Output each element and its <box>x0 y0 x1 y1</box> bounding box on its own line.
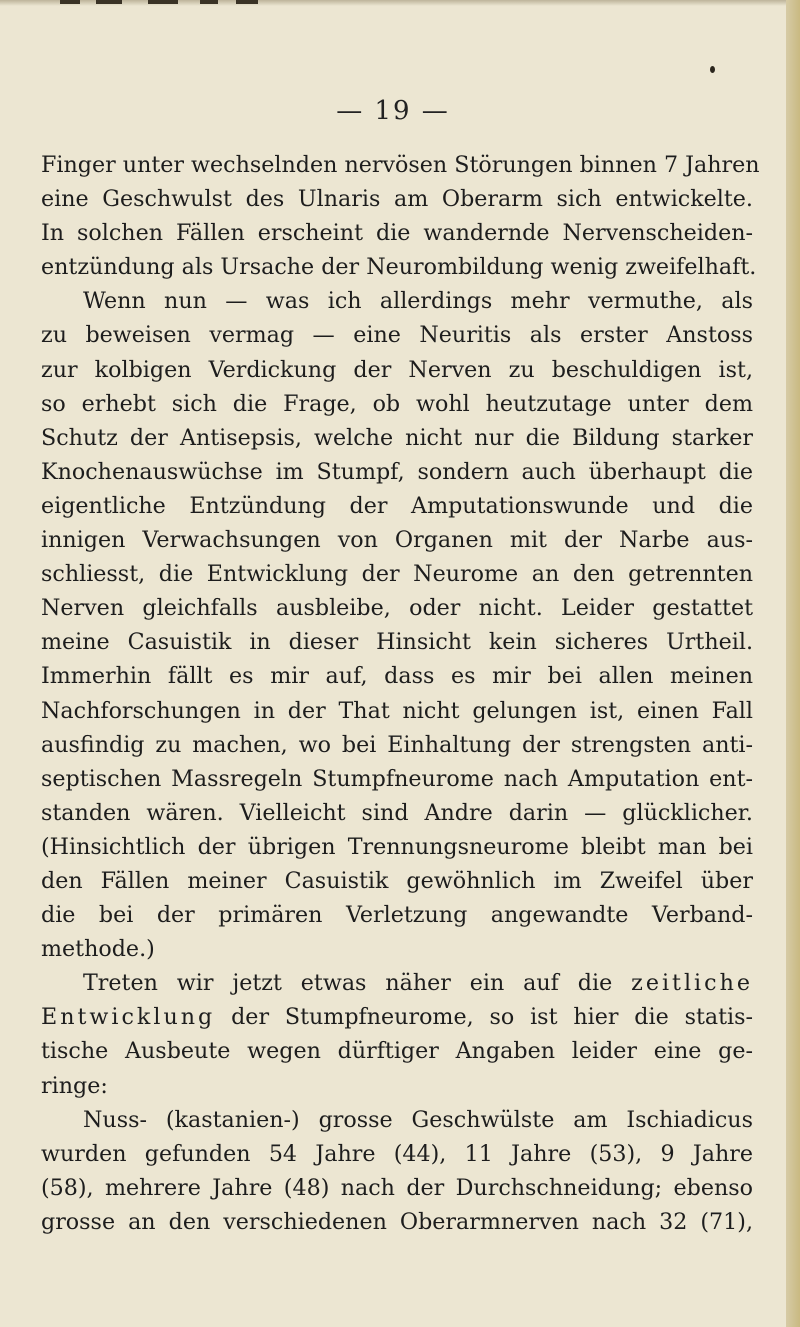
text-line: meine Casuistik in dieser Hinsicht kein sicheres Urtheil. <box>41 629 753 656</box>
text-line: ausfindig zu machen, wo bei Einhaltung der strengsten anti- <box>41 731 753 758</box>
text-line: Nuss- (kastanien-) grosse Geschwülste am Ischiadicus <box>83 1106 753 1133</box>
text-line: septischen Massregeln Stumpfneurome nach Amputation ent- <box>41 765 753 792</box>
text-line: ringe: <box>41 1072 108 1099</box>
text-line: zur kolbigen Verdickung der Nerven zu beschuldigen ist, <box>41 356 753 383</box>
text-line: zu beweisen vermag — eine Neuritis als erster Anstoss <box>41 322 753 349</box>
text-fragment: der Stumpfneurome, so ist hier die statis- <box>231 1004 753 1031</box>
text-line: schliesst, die Entwicklung der Neurome an den getrennten <box>41 561 753 588</box>
text-line: die bei der primären Verletzung angewandte Verband- <box>41 902 753 929</box>
text-line: den Fällen meiner Casuistik gewöhnlich im Zweifel über <box>41 867 753 894</box>
page-edge-shadow <box>786 0 800 1327</box>
body-text <box>41 148 760 1239</box>
text-line: Wenn nun — was ich allerdings mehr vermuthe, als <box>83 288 753 315</box>
text-line: standen wären. Vielleicht sind Andre darin — glücklicher. <box>41 799 753 826</box>
text-line: Immerhin fällt es mir auf, dass es mir bei allen meinen <box>41 663 753 690</box>
text-line <box>41 1000 753 1034</box>
text-line: tische Ausbeute wegen dürftiger Angaben leider eine ge- <box>41 1038 753 1065</box>
text-line: (Hinsichtlich der übrigen Trennungsneurome bleibt man bei <box>41 833 753 860</box>
text-line: Finger unter wechselnden nervösen Störungen binnen 7 Jahren <box>41 152 760 178</box>
text-line: In solchen Fällen erscheint die wandernde Nervenscheiden- <box>41 220 753 247</box>
text-line: Nachforschungen in der That nicht gelungen ist, einen Fall <box>41 697 753 724</box>
ink-dot <box>710 66 715 73</box>
text-line: grosse an den verschiedenen Oberarmnerven nach 32 (71), <box>41 1208 753 1235</box>
text-line: Schutz der Antisepsis, welche nicht nur die Bildung starker <box>41 424 753 451</box>
top-scan-marks <box>60 0 310 6</box>
text-line: innigen Verwachsungen von Organen mit der Narbe aus- <box>41 527 753 554</box>
text-line: methode.) <box>41 936 155 963</box>
text-fragment: Treten wir jetzt etwas näher ein auf die <box>83 970 613 997</box>
text-line: Knochenauswüchse im Stumpf, sondern auch überhaupt die <box>41 458 753 485</box>
text-line: entzündung als Ursache der Neurombildung wenig zweifelhaft. <box>41 254 757 281</box>
text-line: eine Geschwulst des Ulnaris am Oberarm sich entwickelte. <box>41 186 753 213</box>
spaced-term: zeitliche <box>631 970 753 997</box>
text-line: so erhebt sich die Frage, ob wohl heutzutage unter dem <box>41 390 753 417</box>
text-line: eigentliche Entzündung der Amputationswunde und die <box>41 492 753 519</box>
text-line: wurden gefunden 54 Jahre (44), 11 Jahre (53), 9 Jahre <box>41 1140 753 1167</box>
text-line <box>41 966 753 1000</box>
spaced-term: Entwicklung <box>41 1004 216 1031</box>
text-line: Nerven gleichfalls ausbleibe, oder nicht. Leider gestattet <box>41 595 753 622</box>
page-number: — 19 — <box>336 96 450 126</box>
text-line: (58), mehrere Jahre (48) nach der Durchschneidung; ebenso <box>41 1174 753 1201</box>
